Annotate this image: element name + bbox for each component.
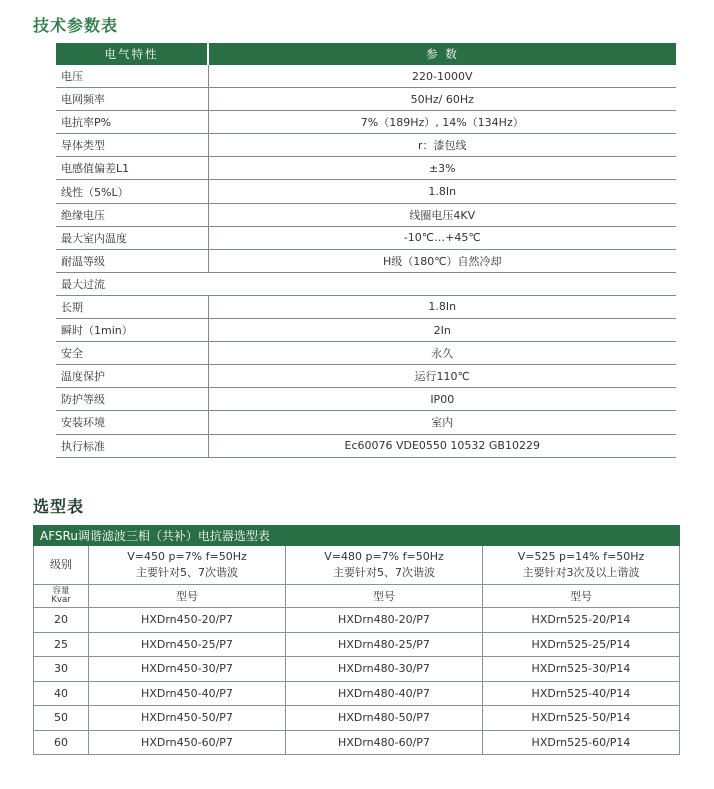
- spec-value: 1.8In: [208, 180, 676, 203]
- column-target: 主要针对5、7次谐波: [333, 566, 435, 579]
- level-label: 级别: [34, 546, 89, 585]
- spec-section-title: 技术参数表: [33, 16, 119, 35]
- spec-row: [56, 295, 676, 318]
- spec-row: [56, 203, 676, 226]
- model-cell: HXDrn450-25/P7: [89, 632, 286, 657]
- spec-row: [56, 342, 676, 365]
- spec-value: [208, 272, 676, 295]
- model-cell: HXDrn480-40/P7: [286, 681, 483, 706]
- model-label: 型号: [483, 585, 680, 608]
- model-cell: HXDrn480-20/P7: [286, 608, 483, 633]
- model-cell: HXDrn480-25/P7: [286, 632, 483, 657]
- spec-row: [56, 249, 676, 272]
- model-cell: HXDrn450-50/P7: [89, 706, 286, 731]
- model-cell: HXDrn480-50/P7: [286, 706, 483, 731]
- capacity-label-text: 容量: [52, 586, 70, 596]
- spec-value: IP00: [208, 388, 676, 411]
- spec-key: 执行标准: [56, 434, 208, 457]
- spec-header-characteristic: 电气特性: [56, 43, 208, 65]
- selection-caption-row: [34, 526, 680, 546]
- spec-table: [56, 43, 676, 458]
- column-header: [89, 546, 286, 585]
- spec-row: [56, 65, 676, 88]
- spec-value: 220-1000V: [208, 65, 676, 88]
- model-cell: HXDrn450-60/P7: [89, 730, 286, 755]
- capacity-label: [34, 585, 89, 608]
- spec-key: 耐温等级: [56, 249, 208, 272]
- model-cell: HXDrn525-40/P14: [483, 681, 680, 706]
- model-cell: HXDrn450-40/P7: [89, 681, 286, 706]
- capacity-value: 25: [34, 632, 89, 657]
- spec-header-parameter: 参 数: [208, 43, 676, 65]
- spec-row: [56, 365, 676, 388]
- selection-row: [34, 657, 680, 682]
- selection-row: [34, 730, 680, 755]
- spec-row: [56, 434, 676, 457]
- spec-value: Ec60076 VDE0550 10532 GB10229: [208, 434, 676, 457]
- spec-value: 室内: [208, 411, 676, 434]
- spec-value: 运行110℃: [208, 365, 676, 388]
- capacity-unit: Kvar: [51, 595, 71, 605]
- capacity-value: 50: [34, 706, 89, 731]
- model-cell: HXDrn525-60/P14: [483, 730, 680, 755]
- spec-key: 电网频率: [56, 88, 208, 111]
- column-condition: V=450 p=7% f=50Hz: [127, 550, 247, 563]
- spec-key: 绝缘电压: [56, 203, 208, 226]
- spec-value: 1.8In: [208, 295, 676, 318]
- spec-value: r：漆包线: [208, 134, 676, 157]
- selection-row: [34, 681, 680, 706]
- spec-key: 安装环境: [56, 411, 208, 434]
- model-cell: HXDrn525-30/P14: [483, 657, 680, 682]
- spec-key: 导体类型: [56, 134, 208, 157]
- selection-subheader-row: [34, 585, 680, 608]
- model-cell: HXDrn450-20/P7: [89, 608, 286, 633]
- selection-row: [34, 608, 680, 633]
- model-cell: HXDrn450-30/P7: [89, 657, 286, 682]
- selection-row: [34, 706, 680, 731]
- spec-key: 电抗率P%: [56, 111, 208, 134]
- capacity-value: 60: [34, 730, 89, 755]
- capacity-value: 30: [34, 657, 89, 682]
- model-label: 型号: [89, 585, 286, 608]
- column-condition: V=525 p=14% f=50Hz: [517, 550, 645, 563]
- spec-row: [56, 272, 676, 295]
- spec-row: [56, 226, 676, 249]
- spec-row: [56, 388, 676, 411]
- spec-value: H级（180℃）自然冷却: [208, 249, 676, 272]
- spec-row: [56, 111, 676, 134]
- spec-row: [56, 88, 676, 111]
- spec-row: [56, 157, 676, 180]
- spec-value: 50Hz/ 60Hz: [208, 88, 676, 111]
- spec-key: 安全: [56, 342, 208, 365]
- capacity-value: 20: [34, 608, 89, 633]
- spec-row: [56, 411, 676, 434]
- column-header: [286, 546, 483, 585]
- selection-table: [33, 525, 680, 755]
- selection-caption: AFSRu调谐滤波三相（共补）电抗器选型表: [34, 526, 680, 546]
- spec-key: 瞬时（1min）: [56, 319, 208, 342]
- spec-row: [56, 180, 676, 203]
- spec-key: 温度保护: [56, 365, 208, 388]
- selection-header-row: [34, 546, 680, 585]
- selection-body: [34, 526, 680, 755]
- model-cell: HXDrn525-20/P14: [483, 608, 680, 633]
- spec-value: 永久: [208, 342, 676, 365]
- column-condition: V=480 p=7% f=50Hz: [324, 550, 444, 563]
- spec-row: [56, 134, 676, 157]
- spec-key: 长期: [56, 295, 208, 318]
- spec-key: 线性（5%L）: [56, 180, 208, 203]
- spec-header-row: [56, 43, 676, 65]
- spec-body: [56, 65, 676, 457]
- spec-key: 电感值偏差L1: [56, 157, 208, 180]
- spec-value: 2In: [208, 319, 676, 342]
- selection-row: [34, 632, 680, 657]
- model-cell: HXDrn480-60/P7: [286, 730, 483, 755]
- capacity-value: 40: [34, 681, 89, 706]
- model-label: 型号: [286, 585, 483, 608]
- spec-value: 线圈电压4KV: [208, 203, 676, 226]
- spec-row: [56, 319, 676, 342]
- spec-value: ±3%: [208, 157, 676, 180]
- model-cell: HXDrn480-30/P7: [286, 657, 483, 682]
- selection-section-title: 选型表: [33, 497, 85, 516]
- column-target: 主要针对3次及以上谐波: [522, 566, 640, 579]
- column-target: 主要针对5、7次谐波: [136, 566, 238, 579]
- spec-key: 防护等级: [56, 388, 208, 411]
- spec-key: 最大过流: [56, 272, 208, 295]
- spec-value: -10℃…+45℃: [208, 226, 676, 249]
- spec-key: 最大室内温度: [56, 226, 208, 249]
- model-cell: HXDrn525-25/P14: [483, 632, 680, 657]
- column-header: [483, 546, 680, 585]
- model-cell: HXDrn525-50/P14: [483, 706, 680, 731]
- spec-value: 7%（189Hz）, 14%（134Hz）: [208, 111, 676, 134]
- spec-key: 电压: [56, 65, 208, 88]
